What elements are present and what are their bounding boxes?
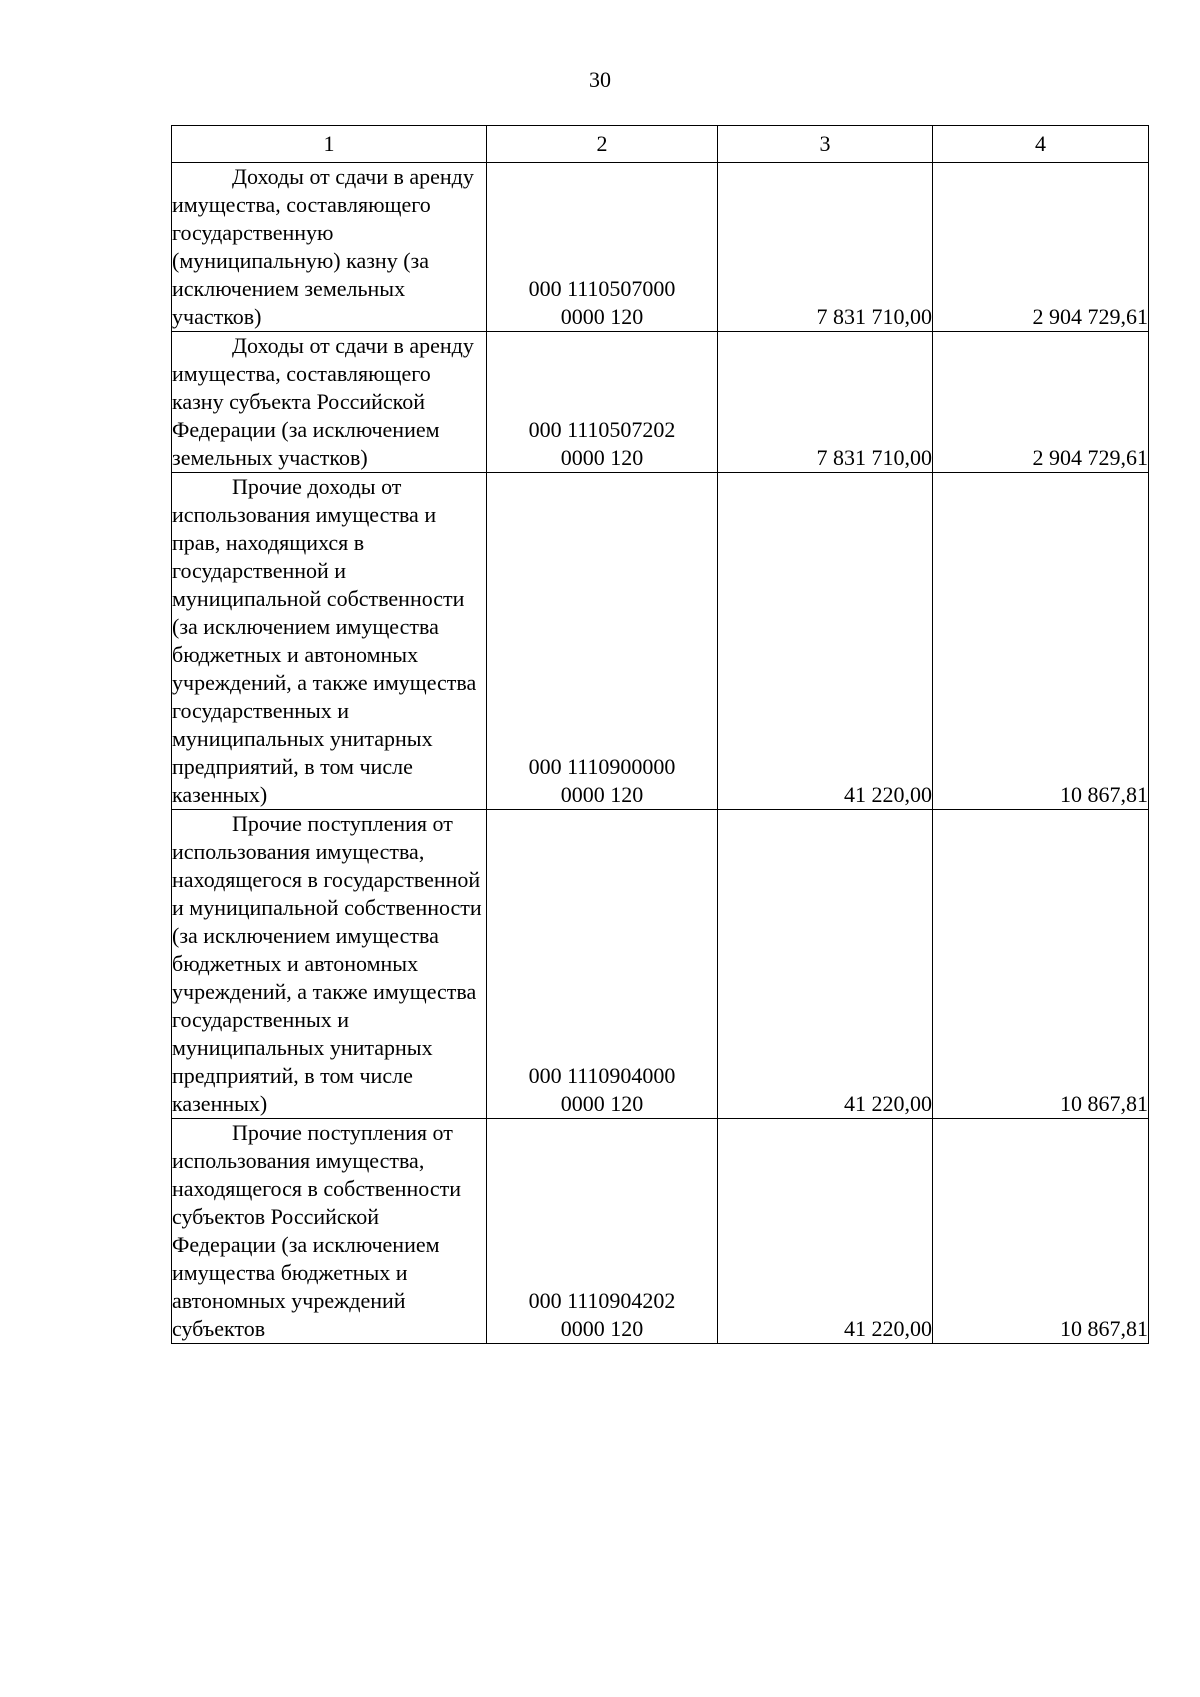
row-code-line-2: 0000 120 [560,1316,644,1341]
column-header-3: 3 [718,126,933,163]
row-actual-value: 2 904 729,61 [933,332,1149,473]
row-plan-value: 41 220,00 [718,1119,933,1344]
revenue-table [171,125,1149,1344]
row-name: Доходы от сдачи в аренду имущества, составляющего казну субъекта Российской Федерации (за исключением земельных участков) [172,333,474,470]
column-header-1: 1 [172,126,487,163]
row-code-line-1: 000 1110507000 [528,276,676,301]
row-plan-value: 41 220,00 [718,810,933,1119]
row-code-line-2: 0000 120 [560,445,644,470]
row-code-cell [487,810,718,1119]
table-row [172,1119,1149,1344]
row-name-cell [172,163,487,332]
row-code-cell [487,1119,718,1344]
row-actual-value: 2 904 729,61 [933,163,1149,332]
column-header-2: 2 [487,126,718,163]
row-code-line-1: 000 1110900000 [528,754,676,779]
table-row [172,473,1149,810]
row-name-cell [172,473,487,810]
row-plan-value: 7 831 710,00 [718,163,933,332]
column-header-4: 4 [933,126,1149,163]
page-number: 30 [589,67,611,92]
row-plan-value: 7 831 710,00 [718,332,933,473]
table-header-row [172,126,1149,163]
table-row [172,810,1149,1119]
row-name-cell [172,810,487,1119]
row-code-line-1: 000 1110904000 [528,1063,676,1088]
row-code-line-2: 0000 120 [560,1091,644,1116]
row-name-cell [172,1119,487,1344]
row-name: Прочие доходы от использования имущества и прав, находящихся в государственной и муниципальной собственности (за исключением имущества бюджетных и автономных учреждений, а также имущества государственных и муниципальных унитарных предприятий, в том числе казенных) [172,474,477,807]
row-name: Доходы от сдачи в аренду имущества, составляющего государственную (муниципальную) казну (за исключением земельных участков) [172,164,474,329]
row-code-line-2: 0000 120 [560,782,644,807]
row-code-cell [487,473,718,810]
row-plan-value: 41 220,00 [718,473,933,810]
row-name: Прочие поступления от использования имущества, находящегося в государственной и муниципальной собственности (за исключением имущества бюджетных и автономных учреждений, а также имущества государственных и муниципальных унитарных предприятий, в том числе казенных) [172,811,482,1116]
row-code-line-1: 000 1110904202 [528,1288,676,1313]
row-code-cell [487,332,718,473]
table-row [172,163,1149,332]
row-code-cell [487,163,718,332]
table-row [172,332,1149,473]
row-code-line-2: 0000 120 [560,304,644,329]
row-actual-value: 10 867,81 [933,1119,1149,1344]
row-actual-value: 10 867,81 [933,473,1149,810]
row-name-cell [172,332,487,473]
row-actual-value: 10 867,81 [933,810,1149,1119]
row-code-line-1: 000 1110507202 [528,417,676,442]
row-name: Прочие поступления от использования имущества, находящегося в собственности субъектов Российской Федерации (за исключением имущества бюджетных и автономных учреждений субъектов [172,1120,461,1341]
